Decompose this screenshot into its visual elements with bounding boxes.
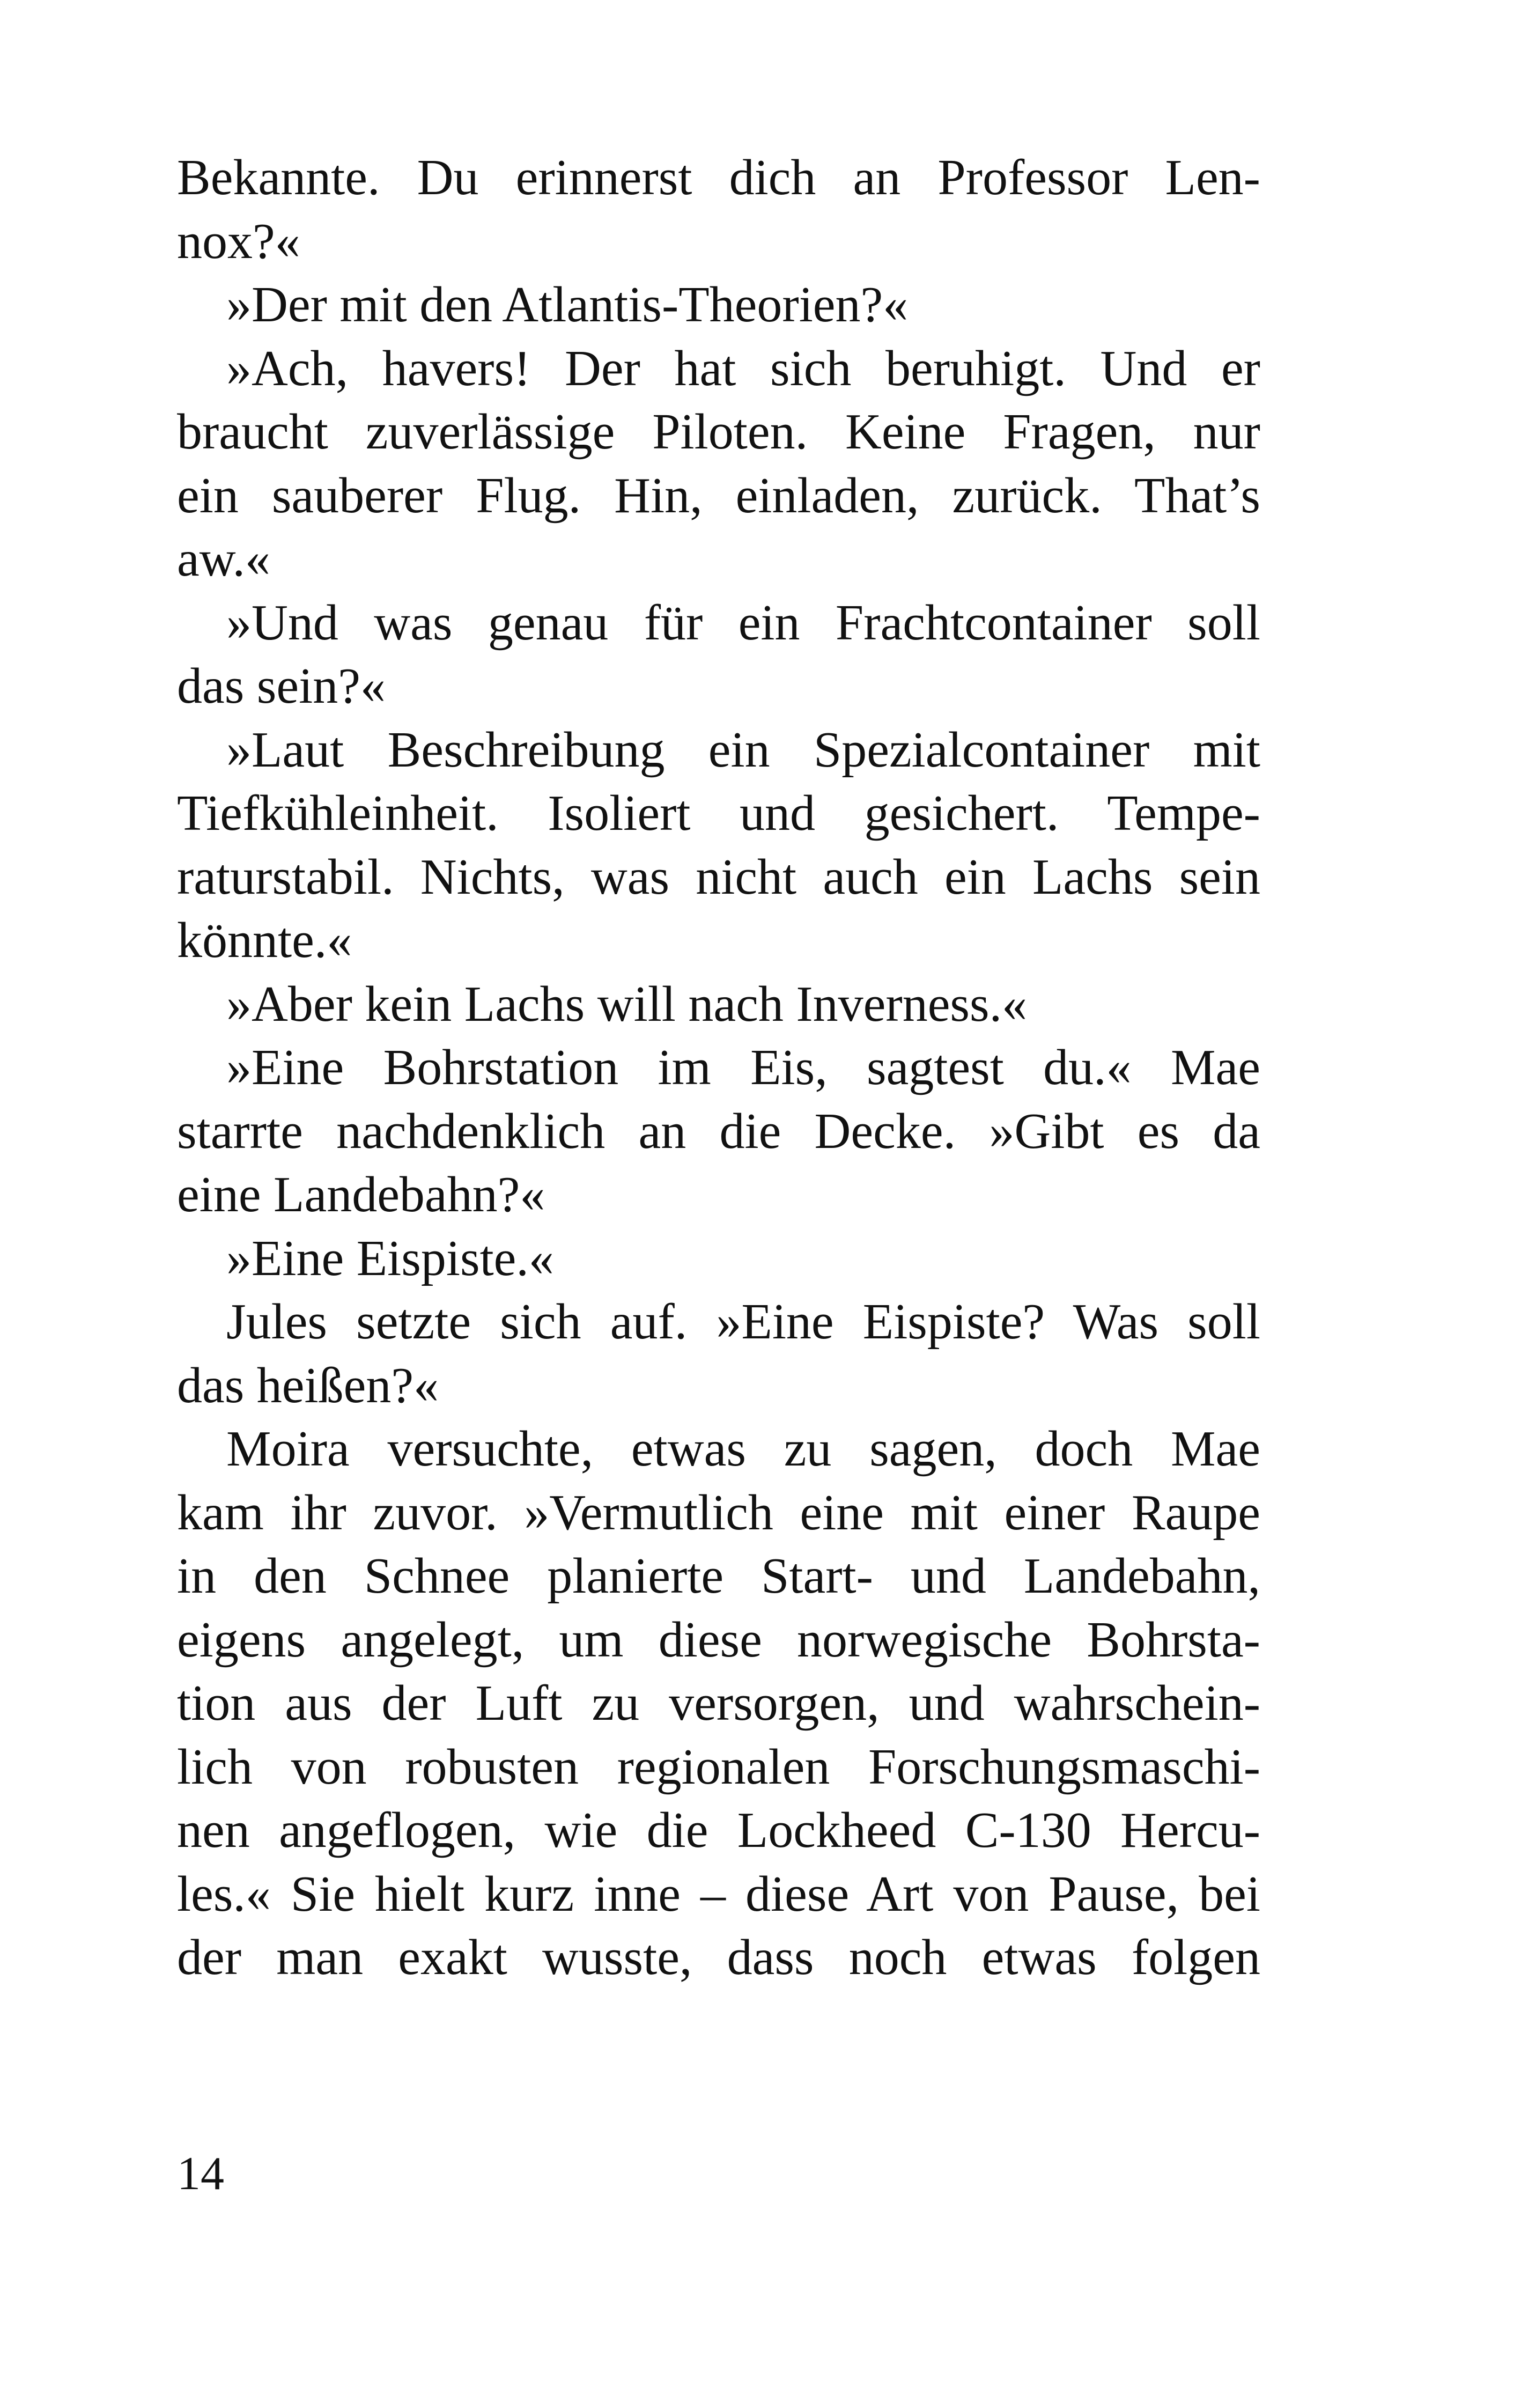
- text-line: »Laut Beschreibung ein Spezialcontainer mit: [226, 721, 1260, 778]
- text-line: kam ihr zuvor. »Vermutlich eine mit einer Raupe: [177, 1484, 1260, 1541]
- text-line: nen angeflogen, wie die Lockheed C-130 Hercu-: [177, 1802, 1260, 1858]
- text-line: starrte nachdenklich an die Decke. »Gibt es da: [177, 1103, 1260, 1159]
- text-line: les.« Sie hielt kurz inne – diese Art von Pause, bei: [177, 1866, 1260, 1922]
- text-line: der man exakt wusste, dass noch etwas folgen: [177, 1930, 1260, 1985]
- text-line: das sein?«: [177, 658, 386, 714]
- page-number: 14: [177, 2148, 224, 2200]
- text-line: lich von robusten regionalen Forschungsmaschi-: [177, 1739, 1260, 1795]
- text-line: Moira versuchte, etwas zu sagen, doch Mae: [226, 1421, 1260, 1477]
- text-line: »Eine Eispiste.«: [226, 1230, 554, 1286]
- text-line: ein sauberer Flug. Hin, einladen, zurück. That’s: [177, 467, 1260, 524]
- text-line: »Und was genau für ein Frachtcontainer soll: [226, 594, 1260, 651]
- text-line: braucht zuverlässige Piloten. Keine Fragen, nur: [177, 404, 1260, 460]
- text-line: eine Landebahn?«: [177, 1167, 545, 1223]
- body-text: [177, 146, 1260, 1990]
- text-line: »Der mit den Atlantis-Theorien?«: [226, 277, 909, 333]
- text-line: aw.«: [177, 531, 271, 587]
- text-line: Tiefkühleinheit. Isoliert und gesichert. Tempe-: [177, 785, 1260, 841]
- text-line: »Ach, havers! Der hat sich beruhigt. Und er: [226, 340, 1260, 396]
- text-line: tion aus der Luft zu versorgen, und wahrschein-: [177, 1675, 1260, 1731]
- text-line: »Eine Bohrstation im Eis, sagtest du.« Mae: [226, 1040, 1260, 1095]
- text-line: Jules setzte sich auf. »Eine Eispiste? Was soll: [226, 1294, 1260, 1350]
- text-line: raturstabil. Nichts, was nicht auch ein Lachs sein: [177, 849, 1260, 905]
- text-line: eigens angelegt, um diese norwegische Bohrsta-: [177, 1611, 1260, 1668]
- text-line: in den Schnee planierte Start- und Landebahn,: [177, 1548, 1260, 1604]
- text-line: das heißen?«: [177, 1357, 439, 1413]
- text-line: Bekannte. Du erinnerst dich an Professor Len-: [177, 150, 1260, 205]
- text-line: »Aber kein Lachs will nach Inverness.«: [226, 976, 1028, 1032]
- text-line: nox?«: [177, 213, 300, 269]
- text-line: könnte.«: [177, 912, 352, 968]
